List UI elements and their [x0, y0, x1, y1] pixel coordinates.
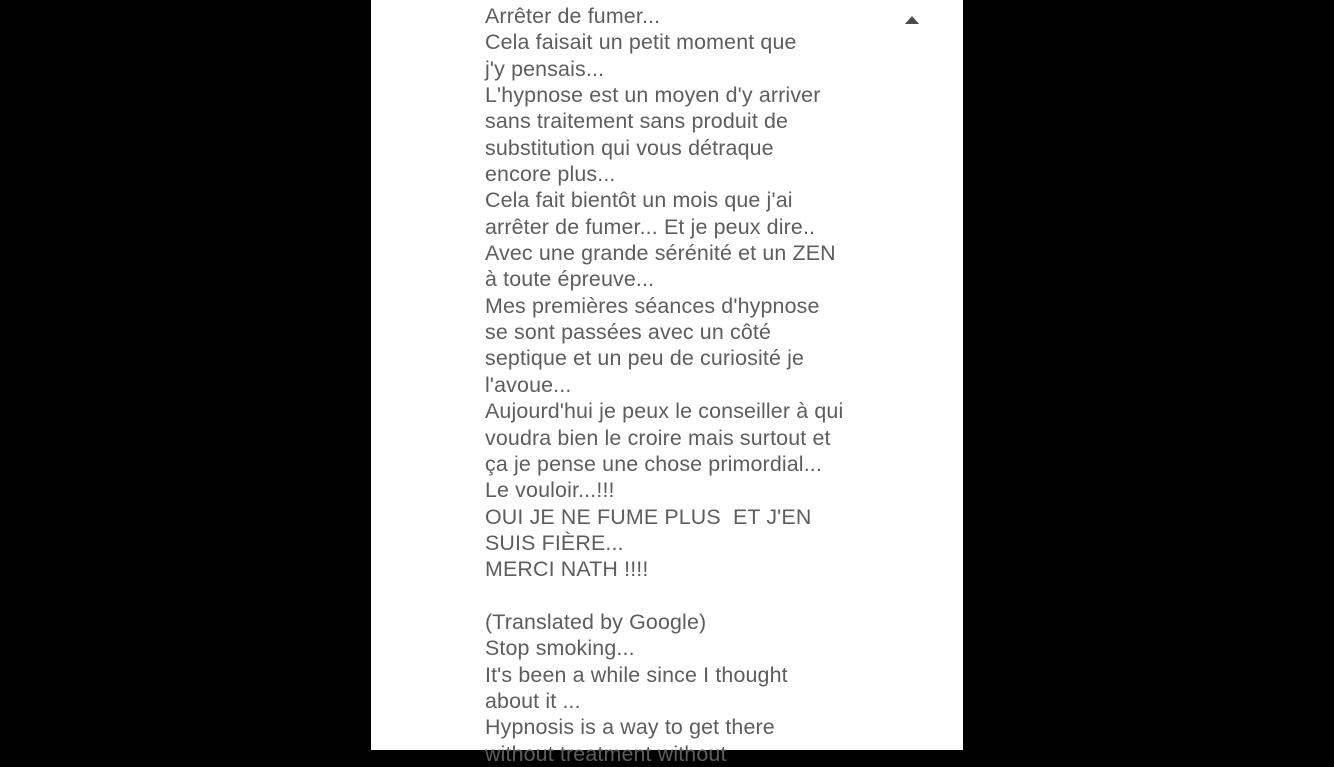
review-line: l'avoue...	[485, 372, 572, 397]
review-line: Le vouloir...!!!	[485, 478, 615, 503]
translated-line: about it ...	[485, 688, 581, 713]
translation-label: (Translated by Google)	[485, 609, 707, 634]
review-line: Aujourd'hui je peux le conseiller à qui	[485, 399, 844, 424]
translated-line: without treatment without	[485, 741, 727, 766]
review-text	[485, 3, 885, 767]
review-line: Cela faisait un petit moment que	[485, 30, 797, 55]
review-line: Mes premières séances d'hypnose	[485, 293, 820, 318]
review-line: Arrêter de fumer...	[485, 4, 661, 28]
review-line: ça je pense une chose primordial...	[485, 451, 822, 476]
review-line: sans traitement sans produit de	[485, 109, 789, 134]
translated-line: Stop smoking...	[485, 636, 635, 661]
review-line: arrêter de fumer... Et je peux dire..	[485, 214, 816, 239]
review-line: OUI JE NE FUME PLUS ET J'EN	[485, 504, 812, 529]
review-line: se sont passées avec un côté	[485, 320, 772, 345]
review-line: SUIS FIÈRE...	[485, 530, 624, 555]
review-line-blank	[485, 583, 885, 609]
translated-line: Hypnosis is a way to get there	[485, 715, 775, 740]
review-line: voudra bien le croire mais surtout et	[485, 425, 831, 450]
review-line: Cela fait bientôt un mois que j'ai	[485, 188, 793, 213]
review-line: substitution qui vous détraque	[485, 135, 774, 160]
review-line: j'y pensais...	[485, 56, 605, 81]
review-line: MERCI NATH !!!!	[485, 557, 649, 582]
review-line: Avec une grande sérénité et un ZEN	[485, 241, 836, 266]
collapse-review-button[interactable]	[899, 10, 925, 32]
review-line: encore plus...	[485, 162, 616, 187]
review-panel	[371, 0, 963, 766]
review-line: à toute épreuve...	[485, 267, 655, 292]
translated-line: It's been a while since I thought	[485, 662, 788, 687]
review-line: septique et un peu de curiosité je	[485, 346, 805, 371]
review-line: L'hypnose est un moyen d'y arriver	[485, 83, 821, 108]
caret-up-icon	[905, 16, 919, 25]
